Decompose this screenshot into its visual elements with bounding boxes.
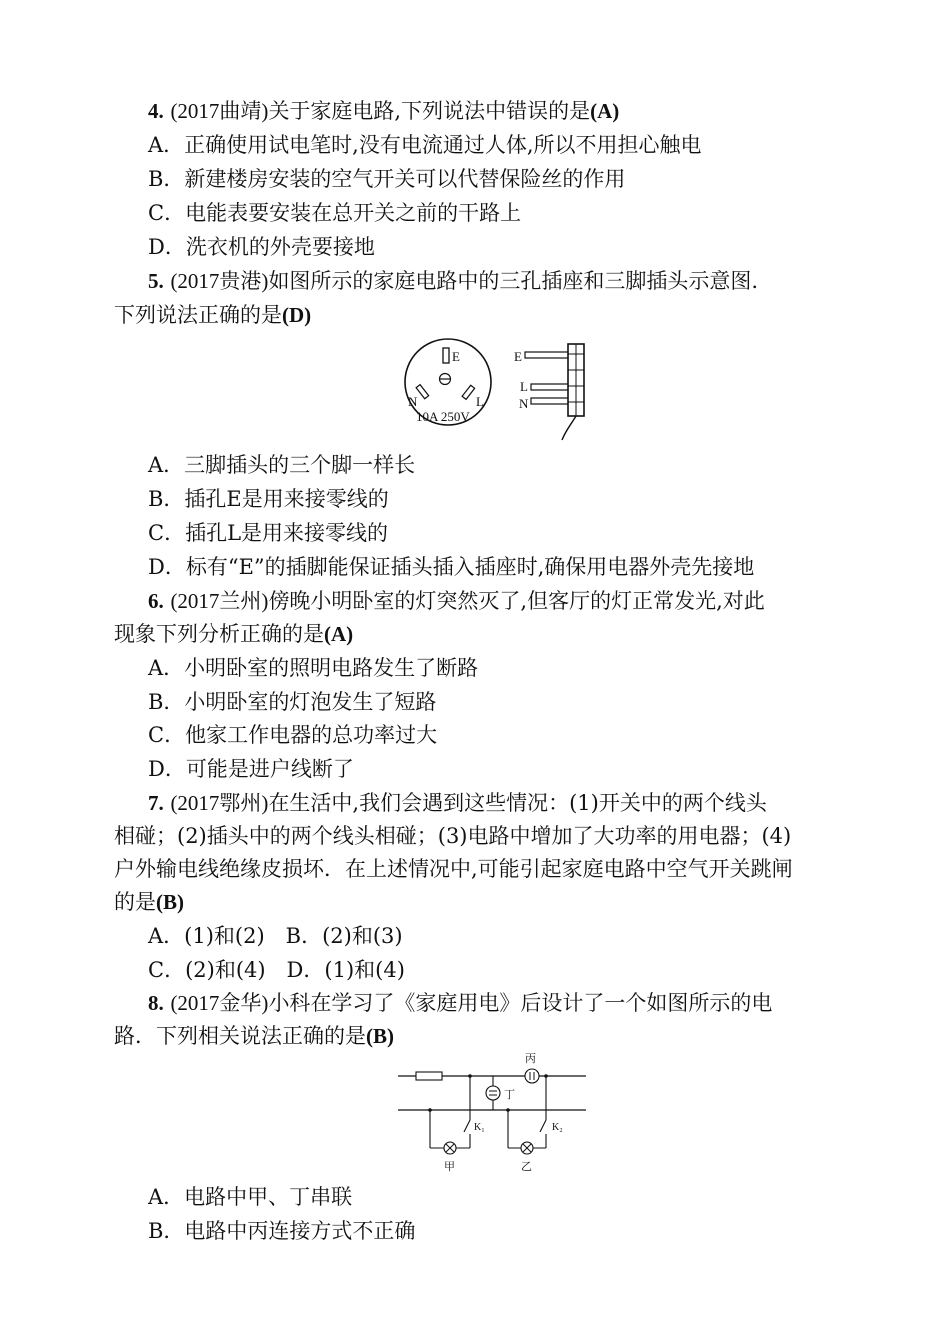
- socket-label-l: L: [476, 394, 484, 409]
- q8-answer: (B): [366, 1024, 394, 1048]
- q5-stem-line2: [114, 302, 311, 328]
- q7-text: 在生活中,我们会遇到这些情况：(1)开关中的两个线头: [268, 791, 767, 815]
- q7-stem-line2: 相碰；(2)插头中的两个线头相碰；(3)电路中增加了大功率的用电器；(4): [114, 824, 792, 848]
- q7-options-cd: C．(2)和(4) D．(1)和(4): [148, 958, 405, 982]
- q8-text: 小科在学习了《家庭用电》后设计了一个如图所示的电: [268, 991, 773, 1015]
- q8-option-a: A．电路中甲、丁串联: [148, 1185, 353, 1209]
- q6-source: (2017兰州): [170, 589, 269, 613]
- label-bing: 丙: [525, 1053, 536, 1065]
- socket-hole-e: [443, 348, 449, 363]
- label-k1: K₁: [474, 1122, 485, 1133]
- fuse: [416, 1072, 442, 1080]
- label-yi: 乙: [521, 1161, 532, 1173]
- q4-option-c: C．电能表要安装在总开关之前的干路上: [148, 201, 522, 225]
- q4-option-d: D．洗衣机的外壳要接地: [148, 235, 375, 259]
- ding-socket: [486, 1086, 500, 1100]
- q4-stem: [148, 98, 619, 124]
- label-ding: 丁: [504, 1089, 515, 1101]
- circuit-figure: [396, 1052, 588, 1176]
- q5-source: (2017贵港): [170, 269, 269, 293]
- label-k2: K₂: [552, 1122, 563, 1133]
- q7-options-ab: A．(1)和(2) B．(2)和(3): [148, 924, 403, 948]
- q7-source: (2017鄂州): [170, 791, 269, 815]
- q8-stem-line2: [114, 1023, 394, 1049]
- q6-stem-line2: [114, 621, 353, 647]
- plug-pin-l: [531, 384, 569, 390]
- q6-text-2: 现象下列分析正确的是: [114, 622, 324, 646]
- socket-plug-figure: [390, 334, 590, 446]
- q6-option-a: A．小明卧室的照明电路发生了断路: [148, 656, 479, 680]
- q5-answer: (D): [282, 303, 312, 327]
- q6-option-d: D．可能是进户线断了: [148, 757, 354, 781]
- q7-stem-line3: 户外输电线绝缘皮损坏．在上述情况中,可能引起家庭电路中空气开关跳闸: [114, 857, 793, 881]
- q4-answer: (A): [590, 99, 620, 123]
- q6-number: 6.: [148, 589, 164, 613]
- socket-rating: 10A 250V: [416, 409, 470, 424]
- q5-stem: [148, 268, 758, 294]
- bing-socket: [525, 1069, 539, 1083]
- q4-number: 4.: [148, 99, 164, 123]
- label-jia: 甲: [444, 1161, 455, 1173]
- q6-option-b: B．小明卧室的灯泡发生了短路: [148, 690, 437, 714]
- plug-label-l: L: [520, 379, 528, 394]
- q5-option-b: B．插孔E是用来接零线的: [148, 487, 389, 511]
- q8-stem: [148, 990, 772, 1016]
- q4-option-a: A．正确使用试电笔时,没有电流通过人体,所以不用担心触电: [148, 133, 702, 157]
- socket-label-n: N: [408, 394, 418, 409]
- q5-text-2: 下列说法正确的是: [114, 303, 282, 327]
- q8-source: (2017金华): [170, 991, 269, 1015]
- q5-option-a: A．三脚插头的三个脚一样长: [148, 453, 416, 477]
- q5-option-d: D．标有“E”的插脚能保证插头插入插座时,确保用电器外壳先接地: [148, 555, 755, 579]
- q7-text-4: 的是: [114, 890, 156, 914]
- socket-hole-n: [416, 385, 429, 399]
- plug-cord: [562, 416, 576, 440]
- q8-text-2: 路．下列相关说法正确的是: [114, 1024, 366, 1048]
- q6-answer: (A): [324, 622, 354, 646]
- q7-answer: (B): [156, 890, 184, 914]
- q7-stem: [148, 790, 767, 816]
- q6-option-c: C．他家工作电器的总功率过大: [148, 723, 438, 747]
- q4-option-b: B．新建楼房安装的空气开关可以代替保险丝的作用: [148, 167, 626, 191]
- q5-number: 5.: [148, 269, 164, 293]
- socket-label-e: E: [452, 349, 460, 364]
- plug-label-e: E: [514, 349, 522, 364]
- plug-pin-e: [525, 352, 569, 358]
- q4-source: (2017曲靖): [170, 99, 269, 123]
- q7-number: 7.: [148, 791, 164, 815]
- q7-stem-line4: [114, 889, 184, 915]
- q6-stem: [148, 588, 765, 614]
- q4-text: 关于家庭电路,下列说法中错误的是: [268, 99, 591, 123]
- k1-switch-blade: [464, 1120, 470, 1132]
- q6-text: 傍晚小明卧室的灯突然灭了,但客厅的灯正常发光,对此: [268, 589, 765, 613]
- plug-pin-n: [531, 398, 569, 404]
- q5-option-c: C．插孔L是用来接零线的: [148, 521, 389, 545]
- socket-hole-l: [462, 385, 475, 399]
- q8-option-b: B．电路中丙连接方式不正确: [148, 1219, 416, 1243]
- q5-text: 如图所示的家庭电路中的三孔插座和三脚插头示意图.: [268, 269, 759, 293]
- q8-number: 8.: [148, 991, 164, 1015]
- plug-label-n: N: [519, 396, 529, 411]
- k2-switch-blade: [540, 1120, 546, 1132]
